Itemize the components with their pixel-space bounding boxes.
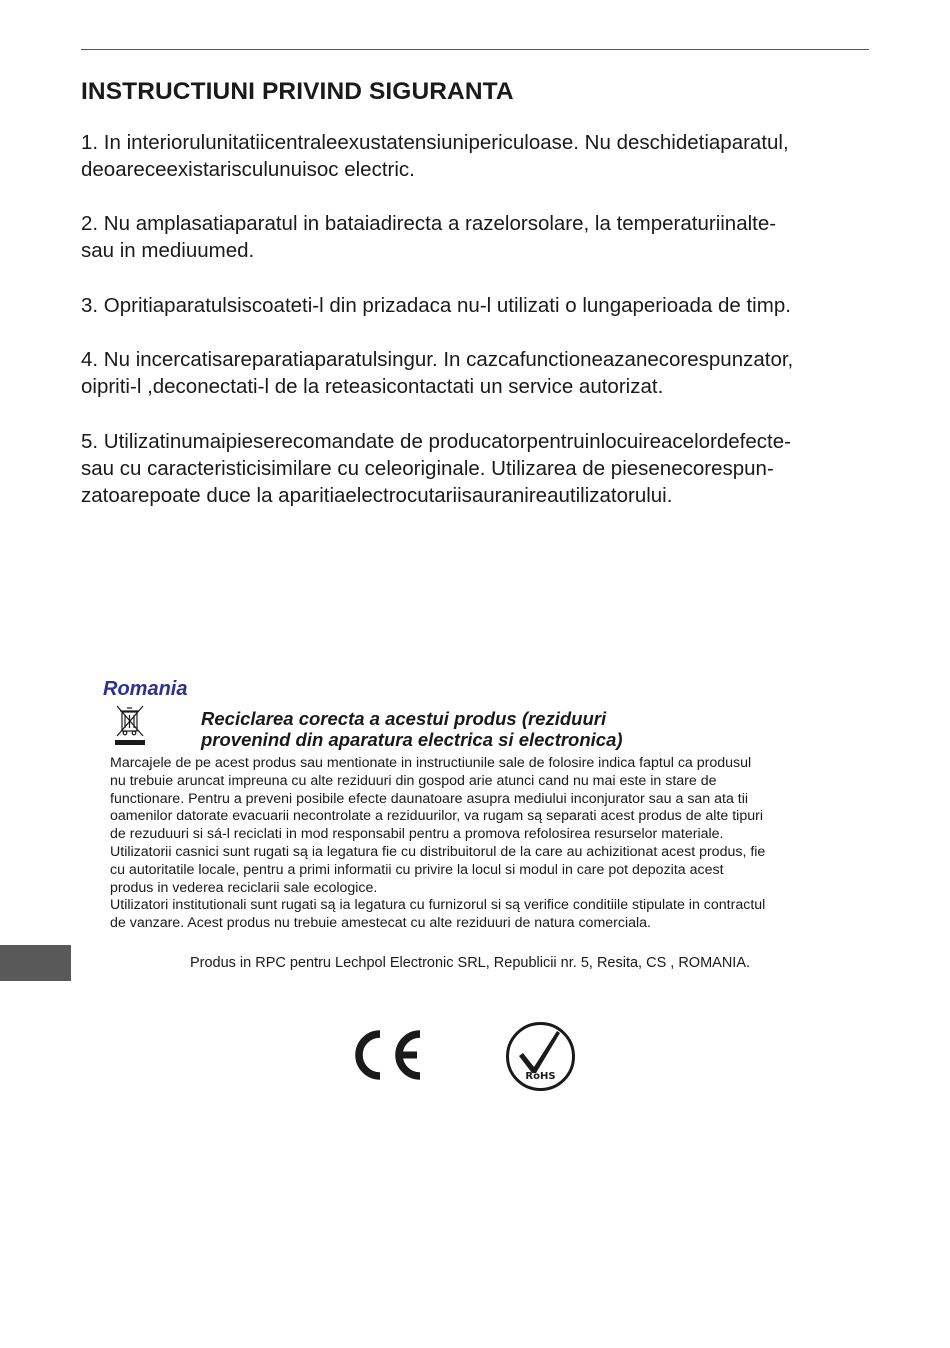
recycling-title-line: provenind din aparatura electrica si electronica)	[201, 729, 623, 750]
instruction-line: sau in mediuumed.	[81, 239, 255, 262]
recycling-body-line: oamenilor datorate evacuarii necontrolate a reziduurilor, va rugam są separati acest produs de alte tipuri	[110, 808, 763, 825]
recycling-body-line: functionare. Pentru a preveni posibile efecte daunatoare asupra mediului inconjurator sau a san ata tii	[110, 790, 749, 807]
instruction-line: oipriti-l ,deconectati-l de la reteasicontactati un service autorizat.	[81, 375, 664, 398]
header-rule	[81, 49, 869, 50]
country-heading: Romania	[103, 678, 188, 700]
recycling-body-line: produs in vederea reciclarii sale ecologice.	[110, 879, 378, 896]
instruction-line: 1. In interiorulunitatiicentraleexustatensiunipericuloase. Nu deschidetiaparatul,	[81, 131, 789, 154]
instruction-line: deoareceexistarisculunuisoc electric.	[81, 158, 415, 181]
instruction-2	[81, 210, 881, 264]
recycling-body-line: Utilizatori institutionali sunt rugati są ia legatura cu furnizorul si są verifice conditiile stipulate in contractul	[110, 897, 766, 914]
producer-info: Produs in RPC pentru Lechpol Electronic SRL, Republicii nr. 5, Resita, CS , ROMANIA.	[189, 955, 751, 971]
recycling-body-line: Marcajele de pe acest produs sau mentionate in instructiunile sale de folosire indica faptul ca produsul	[110, 755, 752, 771]
crossed-out-wheelie-bin-icon	[111, 704, 149, 748]
recycling-body-line: nu trebuie aruncat impreuna cu alte reziduuri din gospod arie atunci cand nu mai este in stare de	[110, 772, 717, 789]
recycling-body-line: de rezuduuri si sá-l reciclati in mod responsabil pentru a promova refolosirea resurselor materiale.	[110, 826, 724, 843]
instruction-5	[81, 428, 881, 509]
instruction-line: sau cu caracteristicisimilare cu celeoriginale. Utilizarea de piesenecorespun-	[81, 457, 774, 480]
instruction-4	[81, 346, 881, 400]
instruction-1	[81, 129, 881, 183]
instruction-line: 4. Nu incercatisareparatiaparatulsingur. In cazcafunctioneazanecorespunzator,	[81, 348, 794, 371]
recycling-title	[201, 708, 623, 750]
page-title: INSTRUCTIUNI PRIVIND SIGURANTA	[81, 78, 514, 105]
recycling-body-line: cu autoritatile locale, pentru a primi informatii cu privire la locul si modul in care pot depozita acest	[110, 861, 724, 878]
rohs-label: RoHS	[525, 1071, 556, 1082]
instruction-line: 3. Opritiaparatulsiscoateti-l din prizadaca nu-l utilizati o lungaperioada de timp.	[81, 294, 791, 317]
recycling-body-line: de vanzare. Acest produs nu trebuie amestecat cu alte reziduuri de natura comerciala.	[110, 915, 652, 932]
instruction-line: 2. Nu amplasatiaparatul in bataiadirecta a razelorsolare, la temperaturiinalte-	[81, 212, 777, 235]
instruction-line: zatoarepoate duce la aparitiaelectrocutariisauranireautilizatorului.	[81, 484, 673, 507]
instruction-line: 5. Utilizatinumaipieserecomandate de producatorpentruinlocuireacelordefecte-	[81, 430, 791, 453]
recycling-body-line: Utilizatorii casnici sunt rugati są ia legatura fie cu distribuitorul de la care au achizitionat acest produs, fie	[110, 843, 766, 860]
ce-mark-icon	[349, 1028, 423, 1082]
rohs-checkmark-icon	[505, 1021, 576, 1092]
recycling-title-line: Reciclarea corecta a acestui produs (reziduuri	[201, 708, 607, 729]
instruction-3	[81, 292, 881, 319]
recycling-body	[110, 755, 765, 933]
